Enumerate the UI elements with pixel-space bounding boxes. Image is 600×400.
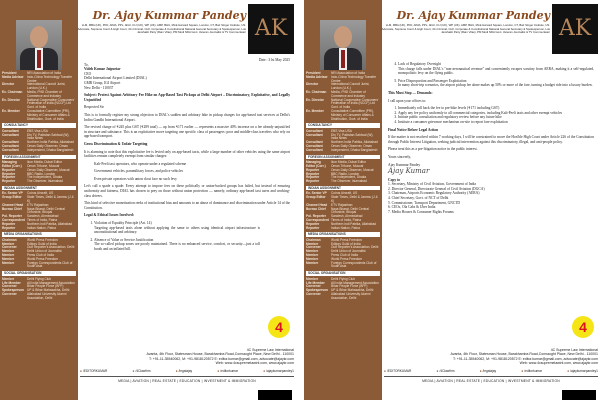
entry-role: Reporter: [306, 167, 320, 172]
entry-role: Member: [2, 260, 15, 265]
issue-item: [94, 221, 290, 235]
issue-detail: Targeting app-based taxis alone without applying the same to others using identical airport infrastructure is unconstitutional and arbitrary.: [94, 225, 260, 235]
entry-org: Din TV, Pakistan Sahiwal (W), India News: [331, 132, 374, 141]
sidebar: [0, 0, 78, 400]
entry-role: Media Advisor: [306, 74, 328, 79]
entry-org: Media, PHD Chamber of Commerce and Industry: [331, 89, 366, 98]
entry-role: Channel Head: [2, 202, 24, 207]
entry-role: Consultant: [2, 144, 19, 149]
sidebar-entry: [306, 110, 380, 121]
sidebar-section-title: CONSULTANCY: [2, 123, 76, 128]
entry-role: Member: [2, 276, 15, 281]
sidebar-section-title: FOREIGN ASSIGNMENT: [2, 155, 76, 160]
entry-role: Editor (Corr.): [306, 163, 326, 168]
ak-logo: AK: [248, 4, 294, 54]
entry-org: Ikon Media, Dubai Editor: [331, 160, 366, 165]
sidebar-entry: [306, 262, 380, 270]
entry-org: Oman Tribune, Muscat: [27, 163, 60, 168]
entry-role: Reporter: [2, 171, 16, 176]
entry-org: Northern Indi Patrika, Allahabad: [27, 221, 73, 226]
entry-role: Spokesperson: [2, 288, 24, 293]
entry-org: National Cooperative Consumers' Federation of India (NCCF) Ltd Govt. of India: [331, 97, 379, 110]
bullet-item: Government vehicles, paramilitary forces, and police vehicles: [94, 169, 184, 174]
footer: [80, 348, 294, 383]
entry-role: Reporter: [306, 175, 320, 180]
entry-role: Reporter: [306, 171, 320, 176]
entry-role: Group Editor: [2, 195, 22, 200]
letter-body-1: [84, 58, 290, 255]
section-heading: Final Notice Before Legal Action: [388, 127, 439, 132]
business-categories: MEDIA | AVIATION | REAL ESTATE | EDUCATION | INVESTMENT & IMMIGRATION: [80, 376, 294, 383]
footer-org: 4C Supreme Law International: [550, 348, 598, 352]
recipient-line: New Delhi - 110037: [84, 85, 114, 90]
entry-org: All India Management Association: [27, 280, 75, 285]
issue-detail: This charge falls under DIAL's "non-aeronautical revenue" and conveniently escapes scrutiny from AERA, making it a self-regulated, monopolistic levy on the flying public.: [398, 66, 594, 76]
issue-item: [398, 79, 594, 88]
entry-org: World Press Freedom: [331, 256, 362, 261]
entry-org: The Independent, Dhaka: [27, 175, 63, 180]
entry-role: Consultant: [2, 128, 19, 133]
entry-role: Ex. Senior VP: [2, 191, 23, 196]
issue-item: [398, 62, 594, 76]
entry-org: Gulf Reporter's Association, Delhi: [27, 245, 75, 250]
entry-role: Reporter: [2, 175, 16, 180]
entry-org: Bihar People Force (BPF): [27, 284, 64, 289]
sidebar-section-title: INDIAN ASSIGNMENT: [2, 186, 76, 191]
issue-detail: In many short-trip scenarios, the airport pickup fee alone makes up 50% or more of the fare, turning a budget ride into a luxury burden.: [398, 83, 593, 88]
recipient-line: CEO: [84, 71, 92, 76]
issue-title: 4. Lack of Regulatory Oversight: [398, 62, 442, 66]
entry-role: Channel Head: [306, 202, 328, 207]
footer-web: Web: www.4csupremelawint.com, www.ajaykr.com: [215, 361, 294, 366]
entry-org: Ikon Media, Dubai Editor: [27, 160, 62, 165]
footer: [384, 348, 598, 383]
entry-org: ETV Rajasthan: [331, 202, 353, 207]
entry-role: Bureau Chief: [306, 206, 326, 211]
entry-role: Correspondent: [2, 218, 25, 222]
entry-org: UP & Bihar Mahasabha, Delhi: [27, 288, 70, 293]
sidebar-entry: [2, 180, 76, 184]
entry-role: Editor (Corr.): [2, 163, 22, 168]
recipient-line: Videh Kumar Jaipuriar: [84, 67, 121, 72]
entry-org: Delhi Flying Club: [27, 276, 52, 281]
recipient-line: To,: [84, 62, 89, 67]
entry-org: World Press Freedom: [27, 237, 58, 242]
entry-org: BBC Radio, London: [331, 171, 360, 176]
entry-org: Oman Daily Observer, Oman: [331, 144, 372, 149]
demand-item: 3. Initiate public consultation and regulatory review before any future hike: [398, 115, 594, 120]
entry-org: Northern India Patrika, Allahabad: [27, 140, 74, 145]
demands-list: [388, 106, 594, 124]
entry-org: Times of India, Patna: [27, 218, 58, 222]
entry-role: Consultant: [2, 147, 19, 152]
letterhead-credentials: [76, 24, 246, 35]
entry-org: Sandesh, Ahmedabad: [27, 214, 59, 219]
entry-role: Member: [306, 253, 319, 258]
letterhead-credentials: [380, 24, 550, 35]
social-handle[interactable]: ● /legalajay: [176, 369, 192, 373]
entry-role: Ex. Senior VP: [306, 191, 327, 196]
entry-role: Consultant: [2, 140, 19, 145]
ak-logo: AK: [552, 4, 598, 54]
entry-org: World Press Freedom: [331, 237, 362, 242]
entry-org: Allahabad University Alumni Association, Delhi: [27, 291, 67, 300]
profile-photo: [16, 20, 62, 70]
entry-org: Delhi Flying Club: [331, 276, 356, 281]
issue-detail: The so-called pickup zones are poorly maintained. There is no enhanced service, comfort, or security—just a toll booth and an inflated bill.: [94, 242, 260, 251]
section-heading: This Must Stop — Demands:: [388, 90, 433, 95]
entry-org: NRI Association of India: [27, 71, 61, 75]
paragraph: This kind of selective monetization reeks of institutional bias and amounts to an abuse of dominance and discrimination under Article 14 of the Constitution.: [84, 201, 290, 210]
entry-role: Reporter: [306, 221, 320, 226]
subject: Subject: Protest Against Arbitrary Fee Hike on App-Based Taxi Pickups at Delhi Airport – Discriminatory, Exploitative, and Legally Unjustified: [84, 93, 290, 102]
bullet-item: Even private operators with union clout face no such levy: [94, 176, 177, 181]
roles: Advocate, Supreme Court & High Court, 4C-Criminal, Civil, Corporate & Constitutional National General Secretary & Spokesperson, Lok Janshakti Party (Ram Vilas), PM Modi NDA Govt. Veteran Journalist & TV Commentator: [381, 26, 550, 34]
recipient-line: GMR Group, IGI Airport: [84, 80, 121, 85]
entry-role: Member: [306, 249, 319, 254]
entry-org: International Council Jurist, London (U.K.): [27, 82, 66, 91]
letter-page-2: [304, 0, 600, 400]
letterhead: [381, 0, 600, 56]
entry-org: The Observer, Islamabad: [27, 179, 63, 184]
footer-org: 4C Supreme Law International: [246, 348, 294, 352]
copy-recipient: 2. Director General, Directorate General of Civil Aviation (DGCA): [388, 186, 485, 191]
copy-recipient: 1. Secretary, Ministry of Civil Aviation, Government of India: [388, 182, 477, 187]
sidebar-entry: [306, 180, 380, 184]
copy-label: Copy to: [388, 177, 401, 182]
entry-org: Indian Nation, Patna: [331, 225, 360, 230]
sidebar-entry: [306, 293, 380, 301]
roles: Advocate, Supreme Court & High Court, 4C-Criminal, Civil, Corporate & Constitutional National General Secretary & Spokesperson, Lok Janshakti Party (Ram Vilas), PM Modi NDA Govt. Veteran Journalist & TV Commentator: [77, 26, 246, 34]
entry-role: Reporter: [306, 225, 320, 230]
social-handle[interactable]: ● /EDITORKUMAR: [384, 369, 411, 373]
letter-page-1: [0, 0, 296, 400]
copy-to-list: [388, 178, 594, 215]
issue-title: 2. Absence of Value or Service Justification: [94, 237, 154, 242]
sidebar-entry: [2, 227, 76, 231]
copy-recipient: 6. CEOs, Ola Cabs & Uber India: [388, 205, 436, 210]
sidebar-entry: [306, 149, 380, 153]
social-handle[interactable]: ● /legalajay: [480, 369, 496, 373]
entry-role: Ex. Member: [2, 108, 20, 113]
salutation: Respected Sir: [84, 105, 104, 110]
section-heading: Legal & Ethical Issues Involved:: [84, 213, 134, 218]
entry-role: Reporter: [2, 167, 16, 172]
entry-org: Northern Indi Patrika, Allahabad: [331, 221, 377, 226]
entry-org: Media, PHD Chamber of Commerce and Industry: [27, 89, 62, 98]
entry-org: Gulf Reporter's Association, Delhi: [331, 245, 379, 250]
issues-list: [84, 221, 290, 252]
entry-role: Member: [306, 276, 319, 281]
entry-role: Spokesperson: [306, 288, 328, 293]
entry-org: Delhi Union of Journalist: [331, 249, 366, 254]
entry-role: Consultant: [306, 128, 323, 133]
entry-org: Coirus Aircraft, US: [27, 191, 54, 196]
entry-org: Consultative Committee (PRI), Ministry of Consumer Affairs & Distribution, Govt. of India: [27, 108, 71, 121]
copy-recipient: 7. Media Houses & Consumer Rights Forums: [388, 209, 454, 214]
entry-role: Reporter: [306, 179, 320, 184]
sidebar-section-title: SOCIAL ORGANISATION: [2, 271, 76, 276]
entry-org: EBS Visa USA: [27, 128, 48, 133]
entry-role: Chairman: [2, 237, 17, 242]
entry-org: Indo-China Technology Transfer Centre: [27, 74, 73, 83]
entry-role: Convener: [306, 291, 321, 296]
entry-role: Consultant: [306, 140, 323, 145]
entry-role: Correspondent: [306, 218, 329, 222]
entry-role: Life Member: [306, 280, 325, 285]
entry-role: Convener: [2, 284, 17, 289]
entry-role: Member: [2, 253, 15, 258]
entry-org: Editors Guild of India: [27, 241, 57, 246]
entry-role: Media Advisor: [2, 74, 24, 79]
issue-title: 1. Violation of Equality Principle (Art. 14): [94, 221, 152, 226]
entry-org: Delhi Union of Journalist: [27, 249, 62, 254]
sidebar-section-title: SOCIAL ORGANISATION: [306, 271, 380, 276]
entry-role: Reporter: [2, 221, 16, 226]
letterhead-name: Dr. Ajay Kummar Pandey: [92, 9, 246, 22]
sidebar-section-title: CONSULTANCY: [306, 123, 380, 128]
entry-role: President: [2, 71, 17, 75]
entry-org: The Observer, Islamabad: [331, 179, 367, 184]
copy-recipient: 5. Commissioner, Transport Department, GNCTD: [388, 200, 461, 205]
letter-date: Date : 31st May 2025: [258, 58, 290, 62]
entry-org: Press Club of India: [27, 253, 54, 258]
entry-role: Convener: [2, 291, 17, 296]
entry-role: Ex. Member: [306, 108, 324, 113]
entry-org: EBS Visa USA: [331, 128, 352, 133]
letter-body-2: [388, 62, 594, 214]
entry-org: Times of India, Patna: [331, 218, 362, 222]
entry-org: Indo-China Technology Transfer Centre: [331, 74, 377, 83]
entry-role: Consultant: [306, 132, 323, 137]
entry-role: Ex. Chairman: [2, 89, 23, 94]
entry-role: Director: [306, 82, 319, 87]
entry-role: Managing: [306, 160, 321, 165]
entry-org: Naya Bharat, Delhi Central Chronicle, Bhopal: [331, 206, 369, 215]
profile-photo: [320, 20, 366, 70]
issues-list: [388, 62, 594, 88]
footer-web: Web: www.4csupremelawint.com, www.ajaykr.com: [519, 361, 598, 366]
entry-org: BBC Radio, London: [27, 171, 56, 176]
entry-org: Foreign Correspondents Club of South Asia: [27, 260, 73, 269]
social-handle[interactable]: ● /ajaykumarpandey1: [567, 369, 598, 373]
entry-org: Indian Nation, Patna: [27, 225, 56, 230]
copy-recipient: 4. Chief Secretary, Govt. of NCT of Delhi: [388, 196, 449, 201]
paragraph: If the matter is not resolved within 7 working days, I will be constrained to move the Hon'ble High Court under Article 226 of the Constitution through Public Interest Litigation, seeking judicial intervention against this discriminatory, illegal, and anti-people policy.: [388, 135, 594, 144]
entry-org: State Times, Delhi & Jammu (J & K): [27, 195, 74, 204]
section-heading: Gross Discrimination & Unfair Targeting: [84, 141, 148, 146]
paragraph: It is alarming to note that this exploitative fee is levied only on app-based taxis, while a large number of other vehicles using the same airport facilities remain completely exempt from similar charges:: [84, 149, 290, 159]
paragraph: I call upon your offices to:: [388, 98, 427, 103]
signer-name: Ajay Kummar Pandey: [388, 162, 421, 167]
entry-role: Convener: [2, 245, 17, 250]
entry-org: Coirus Aircraft, US: [331, 191, 358, 196]
entry-role: Director: [2, 82, 15, 87]
entry-role: Reporter: [2, 179, 16, 184]
paragraph: The revised charge of ₹245 plus GST (₹289 total) — up from ₹171 earlier — represents a massive 40% increase on a fee already unjustified in structure and substance. This is an exploitative move targeting one specific class of passengers: poor and middle-class travelers who rely on app-based transport.: [84, 125, 290, 139]
4c-logo-badge: 4: [572, 316, 594, 338]
credentials: LLM, MBA (UK), PhD, AIMA, PPL, AFAI, ICJ (UK), WP (UK), AMP, BHU, MLE Harvard Square, London, CT, Bair Singer Institute, US.: [385, 23, 550, 27]
entry-org: World Press Freedom: [27, 256, 58, 261]
entry-role: Life Member: [2, 280, 21, 285]
entry-org: Oman Daily Observer, Muscat: [331, 167, 374, 172]
entry-role: Member: [306, 260, 319, 265]
entry-role: Ex. Chairman: [306, 89, 327, 94]
entry-org: Consultative Committee (PRI), Ministry of Consumer Affairs & Distribution, Govt. of India: [331, 108, 375, 121]
footer-contact: T: +91-11-35540062, M: +91-9818120572 E: editor.kumar@gmail.com, advocate@ajaykr.com: [453, 356, 598, 361]
paragraph: Please treat this as a pre-litigation notice in the public interest.: [388, 147, 478, 152]
entry-org: State Times, Delhi & Jammu (J & K): [331, 195, 378, 204]
footer-contact: T: +91-11-35540062, M: +91-9818120572 E: editor.kumar@gmail.com, advocate@ajaykr.com: [149, 356, 294, 361]
sidebar-entry: [2, 262, 76, 270]
signature: Ajay Kumar: [388, 167, 430, 176]
entry-org: National Cooperative Consumers' Federation of India (NCCF) Ltd Govt. of India: [27, 97, 75, 110]
entry-role: Ex. Director: [2, 97, 20, 102]
entry-role: Consultant: [306, 144, 323, 149]
social-handle[interactable]: ● /4Clawfirm: [133, 369, 151, 373]
closing: Yours sincerely,: [388, 154, 411, 159]
entry-org: UP & Bihar Mahasabha, Delhi: [331, 288, 374, 293]
social-handle[interactable]: ● /editorkumar: [217, 369, 238, 373]
entry-org: Naya Bharat, Delhi Central Chronicle, Bhopal: [27, 206, 65, 215]
entry-org: Bihar People Force (BPF): [331, 284, 368, 289]
social-handle[interactable]: ● /editorkumar: [521, 369, 542, 373]
letterhead: [77, 0, 296, 56]
demand-item: 2. Apply any fee policy uniformly to all commercial categories, including Kali-Peeli taxis and other exempt vehicles: [398, 111, 594, 116]
recipient-line: Delhi International Airport Limited (DIAL): [84, 76, 147, 81]
recipient-block: [84, 63, 290, 91]
demand-item: 4. Institute a consumer grievance mechanism on-site to report fare exploitation: [398, 120, 594, 125]
sidebar-section-title: MEDIA ORGANISATIONS: [306, 232, 380, 237]
copy-recipient: 3. Chairman, Airports Economic Regulatory Authority (AERA): [388, 191, 480, 196]
credentials: LLM, MBA (UK), PhD, AIMA, PPL, AFAI, ICJ (UK), WP (UK), AMP, BHU, MLE Harvard Square, London, CT, Bair Singer Institute, US.: [81, 23, 246, 27]
paragraph: Let's call a spade a spade: Every attempt to impose fees on these politically or union-backed groups has failed, but instead of ensuring uniformity and fairness, DIAL has chosen to prey on those without union protection — namely, ordinary app-based taxi users and working-class drivers.: [84, 184, 290, 198]
black-box: [258, 390, 292, 400]
sidebar-section-title: MEDIA ORGANISATIONS: [2, 232, 76, 237]
entry-org: Oman Daily Observer, Oman: [27, 144, 68, 149]
entry-org: Northern India Patrika, Allahabad: [331, 140, 378, 145]
issue-item: [94, 238, 290, 252]
sidebar-entry: [2, 110, 76, 121]
entry-org: Din TV, Pakistan Sahiwal (W), India News: [27, 132, 70, 141]
sidebar-entry: [2, 149, 76, 153]
sidebar: [304, 0, 382, 400]
entry-org: International Council Jurist, London (U.K.): [331, 82, 370, 91]
social-handle[interactable]: ● /EDITORKUMAR: [80, 369, 107, 373]
social-handle[interactable]: ● /ajaykumarpandey1: [263, 369, 294, 373]
entry-org: Oman Tribune, Muscat: [331, 163, 364, 168]
entry-org: NRI Association of India: [331, 71, 365, 75]
entry-role: Convener: [306, 245, 321, 250]
entry-role: Bureau Chief: [2, 206, 22, 211]
letterhead-name: Dr. Ajay Kummar Pandey: [396, 9, 550, 22]
entry-role: Managing: [2, 160, 17, 165]
social-links: [80, 369, 294, 373]
entry-role: President: [306, 71, 321, 75]
sidebar-entry: [2, 293, 76, 301]
footer-address: Avanta, 4th Floor, Statesman House, Barakhamba Road,Connaught Place, New Delhi - 110001: [450, 352, 598, 357]
entry-role: Member: [306, 256, 319, 261]
entry-role: Convener: [306, 284, 321, 289]
issue-title: 5. Price Disproportion and Passenger Exploitation: [398, 78, 467, 83]
entry-role: Group Editor: [306, 195, 326, 200]
social-handle[interactable]: ● /4Clawfirm: [437, 369, 455, 373]
entry-org: Independent, Dhaka Bangladesh: [331, 147, 378, 152]
entry-role: Member: [306, 241, 319, 246]
entry-org: Editors Guild of India: [331, 241, 361, 246]
paragraph: This is to formally register my strong objection to DIAL's sudden and arbitrary hike in pickup charges for app-based taxi services at Delhi's Indira Gandhi International Airport.: [84, 112, 290, 122]
bullet-item: Kali-Peeli taxi operators, who operate under a regulated scheme: [94, 161, 187, 166]
demand-item: 1. Immediately roll back the fee to pre-hike levels (₹171 including GST): [398, 106, 594, 111]
black-box: [562, 390, 596, 400]
entry-org: Sandesh, Ahmedabad: [331, 214, 363, 219]
entry-role: Member: [2, 256, 15, 261]
entry-role: Member: [2, 241, 15, 246]
entry-role: Chairman: [306, 237, 321, 242]
sidebar-section-title: FOREIGN ASSIGNMENT: [306, 155, 380, 160]
entry-org: Independent, Dhaka Bangladesh: [27, 147, 74, 152]
entry-org: Oman Daily Observer, Muscat: [27, 167, 70, 172]
entry-role: Member: [2, 249, 15, 254]
entry-role: Reporter: [2, 225, 16, 230]
entry-role: Consultant: [2, 132, 19, 137]
4c-logo-badge: 4: [268, 316, 290, 338]
sidebar-entry: [306, 227, 380, 231]
entry-role: Ex. Director: [306, 97, 324, 102]
footer-address: Avanta, 4th Floor, Statesman House, Barakhamba Road,Connaught Place, New Delhi - 110001: [146, 352, 294, 357]
entry-role: Consultant: [306, 147, 323, 152]
entry-org: Press Club of India: [331, 253, 358, 258]
sidebar-section-title: INDIAN ASSIGNMENT: [306, 186, 380, 191]
business-categories: MEDIA | AVIATION | REAL ESTATE | EDUCATION | INVESTMENT & IMMIGRATION: [384, 376, 598, 383]
entry-org: ETV Rajasthan: [27, 202, 49, 207]
entry-role: Pol. Reporter: [2, 214, 23, 219]
entry-org: The Independent, Dhaka: [331, 175, 367, 180]
social-links: [384, 369, 598, 373]
entry-role: Pol. Reporter: [306, 214, 327, 219]
entry-org: All India Management Association: [331, 280, 379, 285]
entry-org: Foreign Correspondents Club of South Asia: [331, 260, 377, 269]
entry-org: Allahabad University Alumni Association, Delhi: [331, 291, 371, 300]
